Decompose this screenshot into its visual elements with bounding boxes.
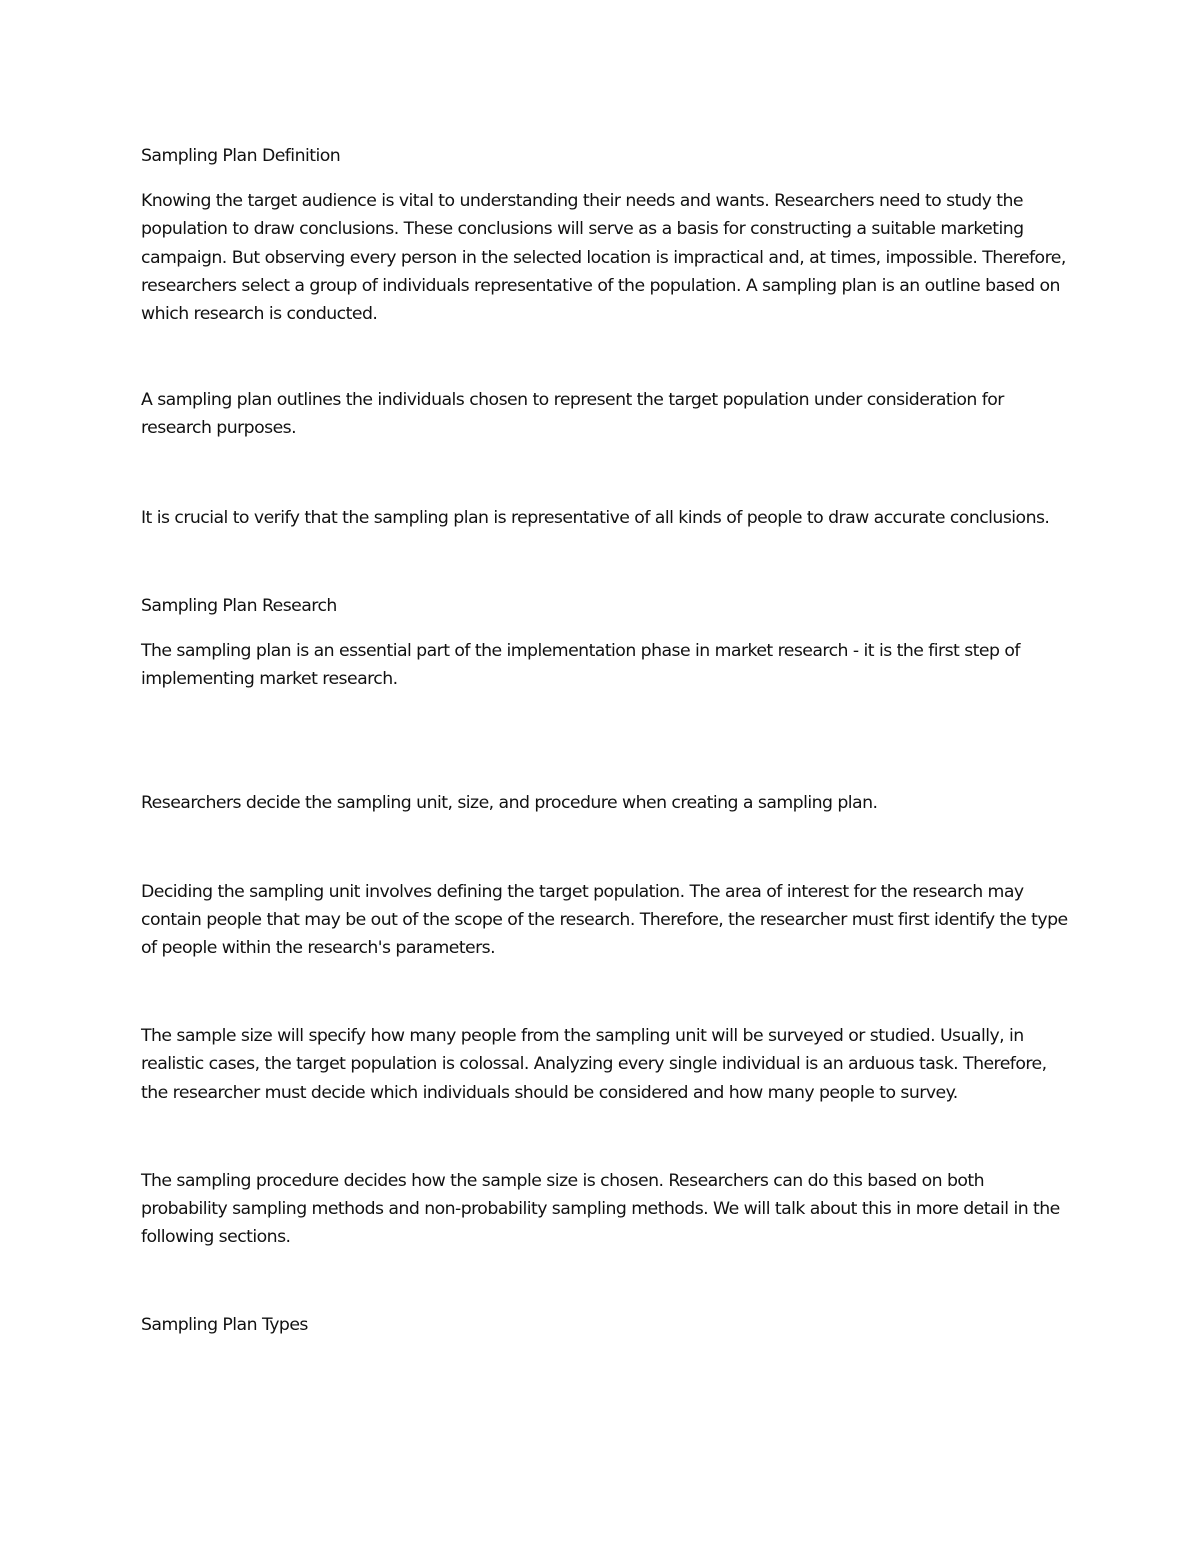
paragraph-definition-crucial: It is crucial to verify that the sampling plan is representative of all kinds of people to draw accurate conclusions. bbox=[141, 507, 1050, 528]
paragraph-research-essential: The sampling plan is an essential part of the implementation phase in market research - it is the first step of implementing market research. bbox=[141, 641, 1020, 690]
paragraph-definition-intro: Knowing the target audience is vital to understanding their needs and wants. Researchers need to study the population to draw conclusions. These conclusions will serve as a basis for constructing a suitable marketing campaign. But observing every person in the selected location is impractical and, at times, impossible. Therefore, researchers select a group of individuals representative of the population. A sampling plan is an outline based on which research is conducted. bbox=[141, 191, 1066, 325]
paragraph-definition-outline: A sampling plan outlines the individuals chosen to represent the target population under consideration for research purposes. bbox=[141, 390, 1004, 439]
paragraph-research-size: The sample size will specify how many people from the sampling unit will be surveyed or studied. Usually, in realistic cases, the target population is colossal. Analyzing every single individual is an arduous task. Therefore, the researcher must decide which individuals should be considered and how many people to survey. bbox=[141, 1026, 1047, 1103]
paragraph-research-unit: Deciding the sampling unit involves defining the target population. The area of interest for the research may contain people that may be out of the scope of the research. Therefore, the researcher must first identify the type of people within the research's parameters. bbox=[141, 881, 1068, 959]
section-heading-types: Sampling Plan Types bbox=[141, 1315, 308, 1336]
document-body bbox=[141, 142, 1071, 1340]
paragraph-research-decide: Researchers decide the sampling unit, size, and procedure when creating a sampling plan. bbox=[141, 793, 878, 814]
section-heading-research: Sampling Plan Research bbox=[141, 595, 337, 616]
paragraph-research-procedure: The sampling procedure decides how the sample size is chosen. Researchers can do this based on both probability sampling methods and non-probability sampling methods. We will talk about this in more detail in the following sections. bbox=[141, 1170, 1060, 1248]
section-heading-definition: Sampling Plan Definition bbox=[141, 146, 341, 166]
